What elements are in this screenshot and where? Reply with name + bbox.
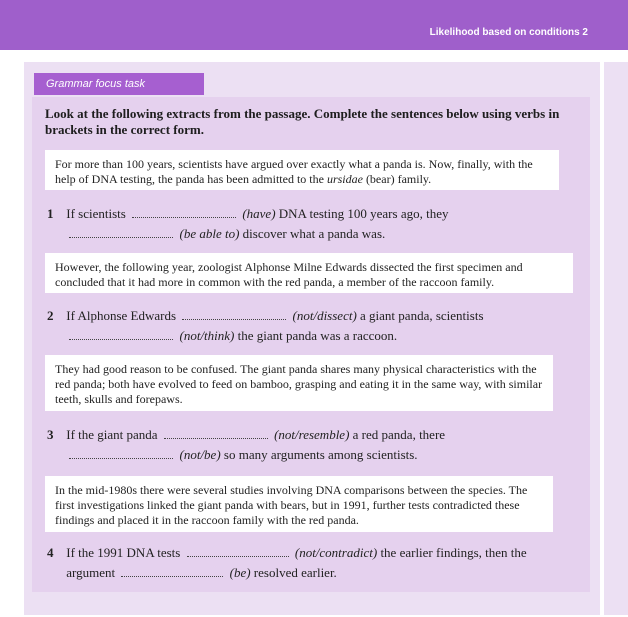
q3-text-a: If the giant panda xyxy=(66,427,158,442)
q1-blank-1[interactable] xyxy=(132,207,236,218)
q2-verb-2: (not/think) xyxy=(179,328,235,343)
q2-text-e: the giant panda was a raccoon. xyxy=(237,328,398,343)
q2-text-c: a giant panda, scientists xyxy=(360,308,484,323)
extract-1-text-a: For more than 100 years, scientists have argued over exactly what a panda is. Now, finally, with the help of DNA testing, the panda has been admitted to the xyxy=(55,157,533,186)
q2-blank-1[interactable] xyxy=(182,309,286,320)
q1-text-c: DNA testing 100 years ago, they xyxy=(278,206,449,221)
q2-blank-2[interactable] xyxy=(69,329,173,340)
q3-verb-2: (not/be) xyxy=(179,447,221,462)
extract-1 xyxy=(45,150,559,190)
q4-verb-1: (not/contradict) xyxy=(294,545,378,560)
question-4 xyxy=(47,543,577,583)
header-bar xyxy=(0,0,628,50)
extract-3-text: They had good reason to be confused. The giant panda shares many physical characteristics with the red panda; both have evolved to feed on bamboo, grasping and eating it in the same way, with similar teeth, skulls and forepaws. xyxy=(55,362,543,406)
q4-text-f: resolved earlier. xyxy=(253,565,337,580)
extract-4-text: In the mid-1980s there were several studies involving DNA comparisons between the species. The first investigations linked the giant panda with bears, but in 1991, further tests contradicted these findings and placed it in the raccoon family with the red panda. xyxy=(55,483,528,527)
q3-blank-2[interactable] xyxy=(69,448,173,459)
q2-verb-1: (not/dissect) xyxy=(292,308,357,323)
q2-text-a: If Alphonse Edwards xyxy=(66,308,177,323)
q4-blank-2[interactable] xyxy=(121,566,223,577)
q3-verb-1: (not/resemble) xyxy=(274,427,350,442)
section-title: Likelihood based on conditions 2 xyxy=(429,27,588,38)
right-margin-band xyxy=(604,62,628,615)
q1-blank-2[interactable] xyxy=(69,227,173,238)
extract-2 xyxy=(45,253,573,293)
q4-verb-2: (be) xyxy=(229,565,251,580)
question-number: 1 xyxy=(47,206,54,221)
extract-2-text: However, the following year, zoologist Alphonse Milne Edwards dissected the first specimen and concluded that it had more in common with the red panda, a member of the raccoon family. xyxy=(55,260,523,289)
q1-verb-2: (be able to) xyxy=(179,226,240,241)
question-number: 4 xyxy=(47,545,54,560)
q4-text-c: the earlier findings, then the xyxy=(380,545,527,560)
q1-text-a: If scientists xyxy=(66,206,126,221)
question-1 xyxy=(47,204,567,244)
q4-blank-1[interactable] xyxy=(187,546,289,557)
q1-verb-1: (have) xyxy=(242,206,276,221)
extract-3 xyxy=(45,355,553,411)
q4-text-d: argument xyxy=(66,565,116,580)
q3-text-e: so many arguments among scientists. xyxy=(223,447,418,462)
task-tab: Grammar focus task xyxy=(34,73,204,95)
question-3 xyxy=(47,425,567,465)
q4-text-a: If the 1991 DNA tests xyxy=(66,545,181,560)
task-instruction: Look at the following extracts from the passage. Complete the sentences below using verbs in brackets in the correct form. xyxy=(45,106,560,137)
extract-4 xyxy=(45,476,553,532)
question-2 xyxy=(47,306,567,346)
question-number: 2 xyxy=(47,308,54,323)
extract-1-term: ursidae xyxy=(326,172,363,186)
q3-blank-1[interactable] xyxy=(164,428,268,439)
q1-text-e: discover what a panda was. xyxy=(242,226,386,241)
q3-text-c: a red panda, there xyxy=(352,427,446,442)
extract-1-text-b: (bear) family. xyxy=(362,172,432,186)
question-number: 3 xyxy=(47,427,54,442)
